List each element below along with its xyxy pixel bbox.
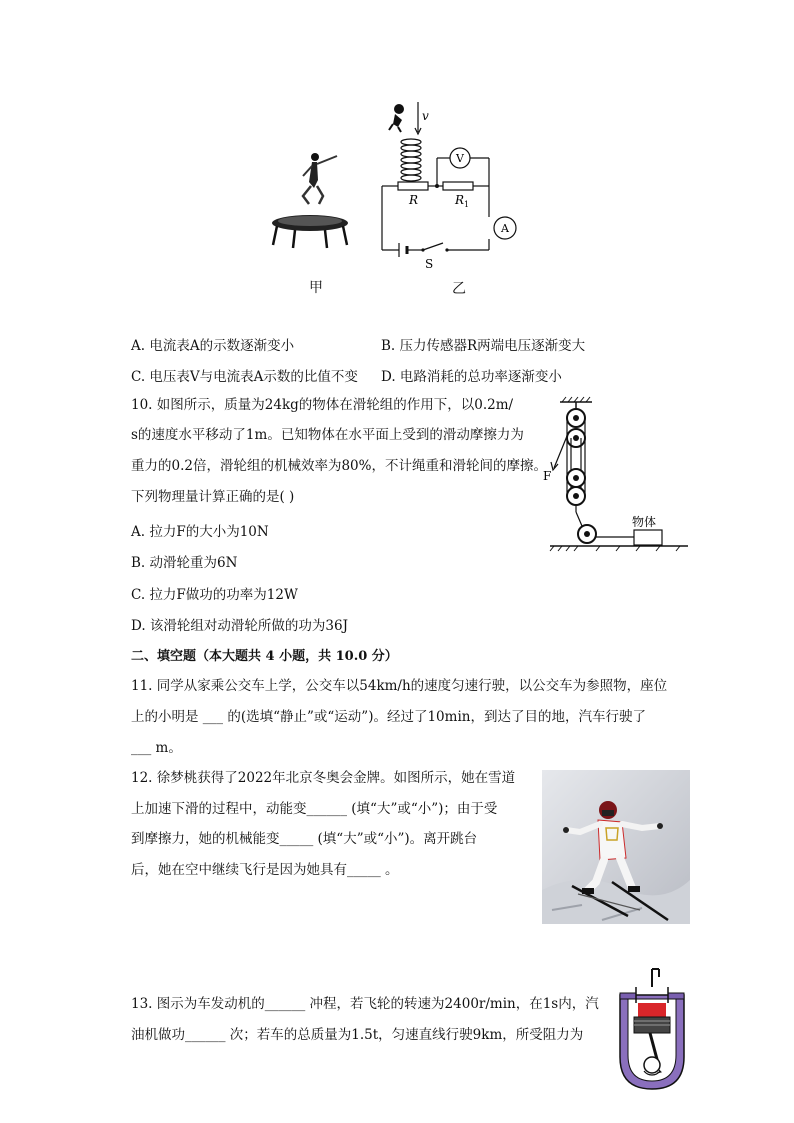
section-2-title: 二、填空题（本大题共 4 小题，共 10.0 分） [131,649,398,664]
object-label: 物体 [632,515,657,529]
falling-figure [389,104,404,132]
q11-line1: 11. 同学从家乘公交车上学，公交车以54km/h的速度匀速行驶，以公交车为参照物，座位 [131,678,668,694]
q12-line2: 上加速下滑的过程中，动能变______ (填“大”或“小”)；由于受 [131,801,498,817]
resistor-r1 [443,182,473,190]
object-block [634,530,662,545]
label-r: R [409,193,419,207]
q10-line1: 10. 如图所示，质量为24kg的物体在滑轮组的作用下，以0.2m/ [131,397,514,413]
q9-option-c: C. 电压表V与电流表A示数的比值不变 [131,369,358,385]
label-r1: $R_1$ [455,193,470,209]
q10-option-a: A. 拉力F的大小为10N [131,524,269,540]
circuit-figure [265,100,525,280]
skier-photo [542,770,690,924]
voltmeter-label: V [456,152,464,165]
ammeter-label: A [501,222,509,235]
q12-line1: 12. 徐梦桃获得了2022年北京冬奥会金牌。如图所示，她在雪道 [131,770,516,786]
q10-line2: s的速度水平移动了1m。已知物体在水平面上受到的滑动摩擦力为 [131,427,524,443]
velocity-label: v [422,109,429,123]
q10-option-c: C. 拉力F做功的功率为12W [131,587,298,603]
label-s: S [425,257,434,271]
pulley-figure [540,396,695,556]
q10-line4: 下列物理量计算正确的是( ) [131,489,295,505]
circuit-wires [382,158,489,250]
q11-line3: ___ m。 [131,740,182,756]
q10-option-d: D. 该滑轮组对动滑轮所做的功为36J [131,618,349,634]
trampoline-illustration [272,153,348,248]
engine-figure [612,965,696,1095]
battery [399,243,407,257]
pressure-sensor-r [398,182,428,190]
q13-line1: 13. 图示为车发动机的______ 冲程，若飞轮的转速为2400r/min，在1s内，汽 [131,996,599,1012]
spring [401,139,421,181]
q12-line3: 到摩擦力，她的机械能变_____ (填“大”或“小”)。离开跳台 [131,831,478,847]
q10-option-b: B. 动滑轮重为6N [131,555,238,571]
q12-line4: 后，她在空中继续飞行是因为她具有_____ 。 [131,862,399,878]
q13-line2: 油机做功______ 次；若车的总质量为1.5t，匀速直线行驶9km，所受阻力为 [131,1027,584,1043]
q11-line2: 上的小明是 ___ 的(选填“静止”或“运动”)。经过了10min，到达了目的地，汽车行驶了 [131,709,646,725]
q9-option-a: A. 电流表A的示数逐渐变小 [131,338,295,354]
caption-yi: 乙 [452,281,466,297]
q10-line3: 重力的0.2倍，滑轮组的机械效率为80%，不计绳重和滑轮间的摩擦。 [131,458,547,474]
force-label-f: F [543,469,552,483]
q9-option-b: B. 压力传感器R两端电压逐渐变大 [381,338,586,354]
q9-option-d: D. 电路消耗的总功率逐渐变小 [381,369,562,385]
caption-jia: 甲 [309,280,323,296]
